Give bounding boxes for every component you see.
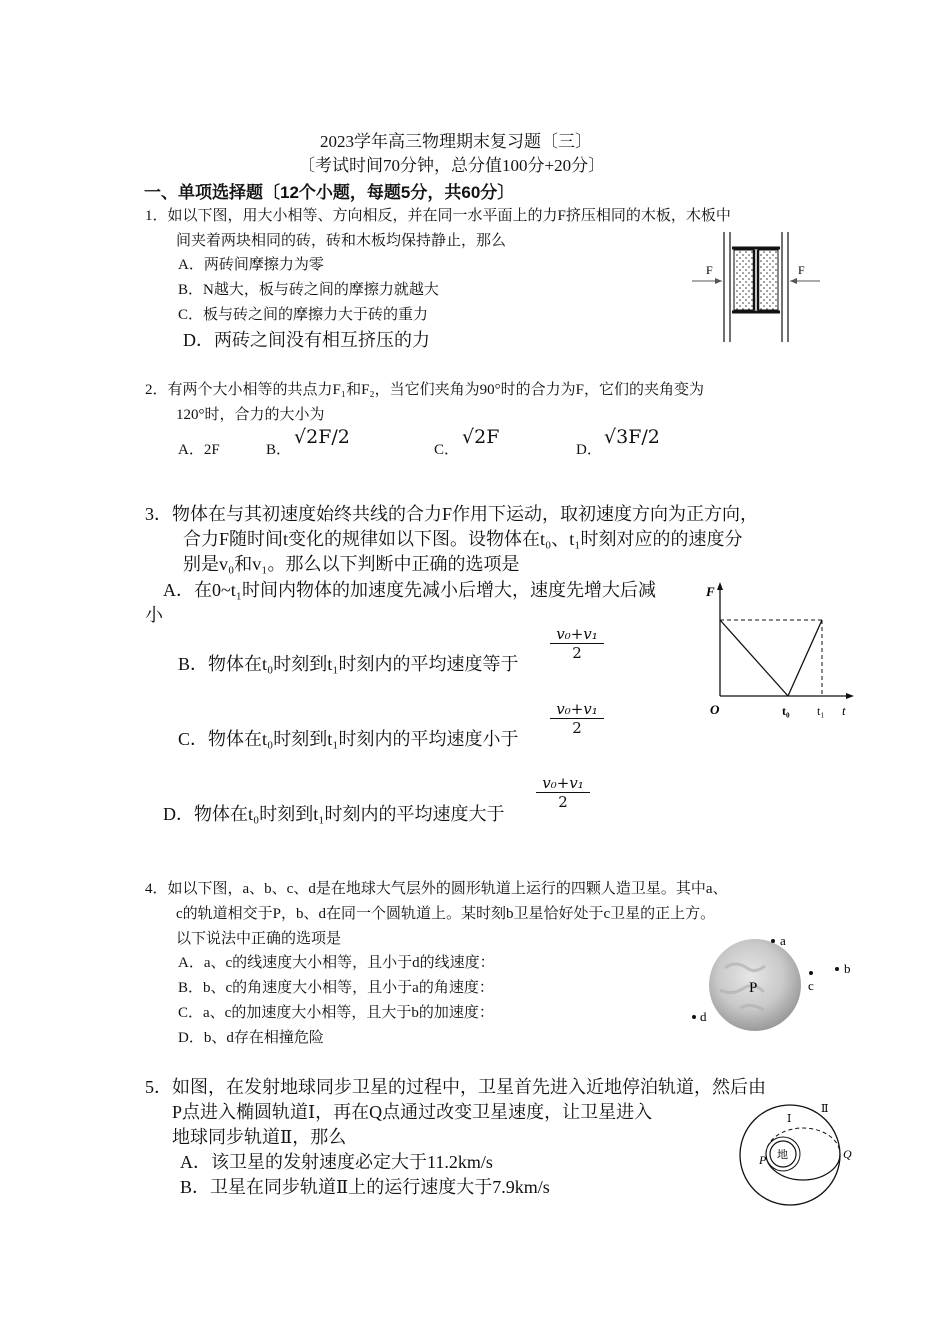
satellite-a-icon xyxy=(771,939,775,943)
satellite-d-icon xyxy=(692,1015,696,1019)
point-q-label: Q xyxy=(843,1147,852,1161)
q5-orbit-figure xyxy=(735,1100,855,1210)
q2-option-c-expr: √2F xyxy=(462,426,500,448)
q2-option-d-expr: √3F/2 xyxy=(604,426,660,448)
q1-option-c: C．板与砖之间的摩擦力大于砖的重力 xyxy=(178,307,429,323)
exam-info: 〔考试时间70分钟，总分值100分+20分〕 xyxy=(298,156,606,175)
satellite-d-label: d xyxy=(700,1009,707,1024)
q5-stem-line3: 地球同步轨道Ⅱ，那么 xyxy=(172,1127,347,1147)
q2-stem-line2: 120°时，合力的大小为 xyxy=(176,407,325,423)
q3-stem-line2: 合力F随时间t变化的规律如以下图。设物体在t₀、t₁时刻对应的的速度分 xyxy=(183,529,743,549)
q1-stem-line2: 间夹着两块相同的砖，砖和木板均保持静止，那么 xyxy=(176,233,507,249)
q1-option-d: D．两砖之间没有相互挤压的力 xyxy=(183,330,430,350)
q3-option-d: D．物体在t₀时刻到t₁时刻内的平均速度大于 xyxy=(163,804,505,824)
q4-stem-line3: 以下说法中正确的选项是 xyxy=(176,931,342,947)
q3-option-a-line1: A．在0~t₁时间内物体的加速度先减小后增大，速度先增大后减 xyxy=(163,580,657,600)
q4-satellite-figure xyxy=(685,928,860,1028)
q3-stem-line1: 3．物体在与其初速度始终共线的合力F作用下运动，取初速度方向为正方向， xyxy=(145,504,759,524)
q5-option-b: B．卫星在同步轨道Ⅱ上的运行速度大于7.9km/s xyxy=(180,1177,550,1197)
orbit-1-label: Ⅰ xyxy=(787,1113,792,1125)
x-axis-label: t xyxy=(842,703,846,718)
orbit-2-label: Ⅱ xyxy=(821,1103,829,1115)
page-title: 2023学年高三物理期末复习题〔三〕 xyxy=(320,132,592,151)
q3-option-b: B．物体在t₀时刻到t₁时刻内的平均速度等于 xyxy=(178,654,519,674)
q3-fraction-b: $\frac{\text{v₀+v₁}}{2}$ xyxy=(550,625,604,662)
satellite-b-label: b xyxy=(844,961,851,976)
q5-option-a: A．该卫星的发射速度必定大于11.2km/s xyxy=(180,1152,493,1172)
q5-stem-line2: P点进入椭圆轨道Ⅰ，再在Q点通过改变卫星速度，让卫星进入 xyxy=(172,1102,653,1122)
q3-fraction-c: $\frac{\text{v₀+v₁}}{2}$ xyxy=(550,700,604,737)
q2-option-b-expr: √2F/2 xyxy=(294,426,350,448)
q2-option-a: A．2F xyxy=(178,442,220,458)
q1-brick-figure xyxy=(690,232,820,342)
q2-option-c-label: C． xyxy=(434,442,460,458)
q1-option-b: B．N越大，板与砖之间的摩擦力就越大 xyxy=(178,282,439,298)
y-axis-label: F xyxy=(706,584,715,599)
q2-option-b-label: B． xyxy=(266,442,292,458)
section-heading: 一、单项选择题〔12个小题，每题5分，共60分〕 xyxy=(144,183,515,202)
q4-stem-line2: c的轨道相交于P，b、d在同一个圆轨道上。某时刻b卫星恰好处于c卫星的正上方。 xyxy=(176,906,716,922)
brick-right xyxy=(758,250,778,310)
satellite-a-label: a xyxy=(780,933,786,948)
q1-option-a: A．两砖间摩擦力为零 xyxy=(178,257,324,273)
t0-label: t₀ xyxy=(782,704,790,718)
q4-option-c: C．a、c的加速度大小相等，且大于b的加速度： xyxy=(178,1005,494,1021)
satellite-b-icon xyxy=(835,967,839,971)
q4-option-b: B．b、c的角速度大小相等，且小于a的角速度： xyxy=(178,980,494,996)
q5-stem-line1: 5．如图，在发射地球同步卫星的过程中，卫星首先进入近地停泊轨道，然后由 xyxy=(145,1077,766,1097)
satellite-c-icon xyxy=(809,971,813,975)
force-label-left: F xyxy=(706,263,713,277)
q4-option-d: D．b、d存在相撞危险 xyxy=(178,1030,324,1046)
q1-stem-line1: 1．如以下图，用大小相等、方向相反，并在同一水平面上的力F挤压相同的木板，木板中 xyxy=(145,208,731,224)
satellite-c-label: c xyxy=(808,978,814,993)
t1-label: t₁ xyxy=(817,704,825,718)
q3-option-c: C．物体在t₀时刻到t₁时刻内的平均速度小于 xyxy=(178,729,519,749)
q3-force-time-graph xyxy=(700,578,860,723)
brick-left xyxy=(734,250,754,310)
point-p-label: P xyxy=(759,1153,767,1167)
q2-option-d-label: D． xyxy=(576,442,602,458)
q4-option-a: A．a、c的线速度大小相等，且小于d的线速度： xyxy=(178,955,495,971)
point-p-label: P xyxy=(749,980,758,996)
earth-label: 地 xyxy=(777,1149,788,1161)
q3-option-a-line2: 小 xyxy=(145,605,163,625)
q4-stem-line1: 4．如以下图，a、b、c、d是在地球大气层外的圆形轨道上运行的四颗人造卫星。其中a、 xyxy=(145,881,728,897)
q3-stem-line3: 别是v₀和v₁。那么以下判断中正确的选项是 xyxy=(183,554,520,574)
origin-label: O xyxy=(710,702,720,717)
force-label-right: F xyxy=(798,263,805,277)
q3-fraction-d: $\frac{\text{v₀+v₁}}{2}$ xyxy=(536,774,590,811)
q2-stem-line1: 2．有两个大小相等的共点力F₁和F₂，当它们夹角为90°时的合力为F，它们的夹角变为 xyxy=(145,382,704,398)
